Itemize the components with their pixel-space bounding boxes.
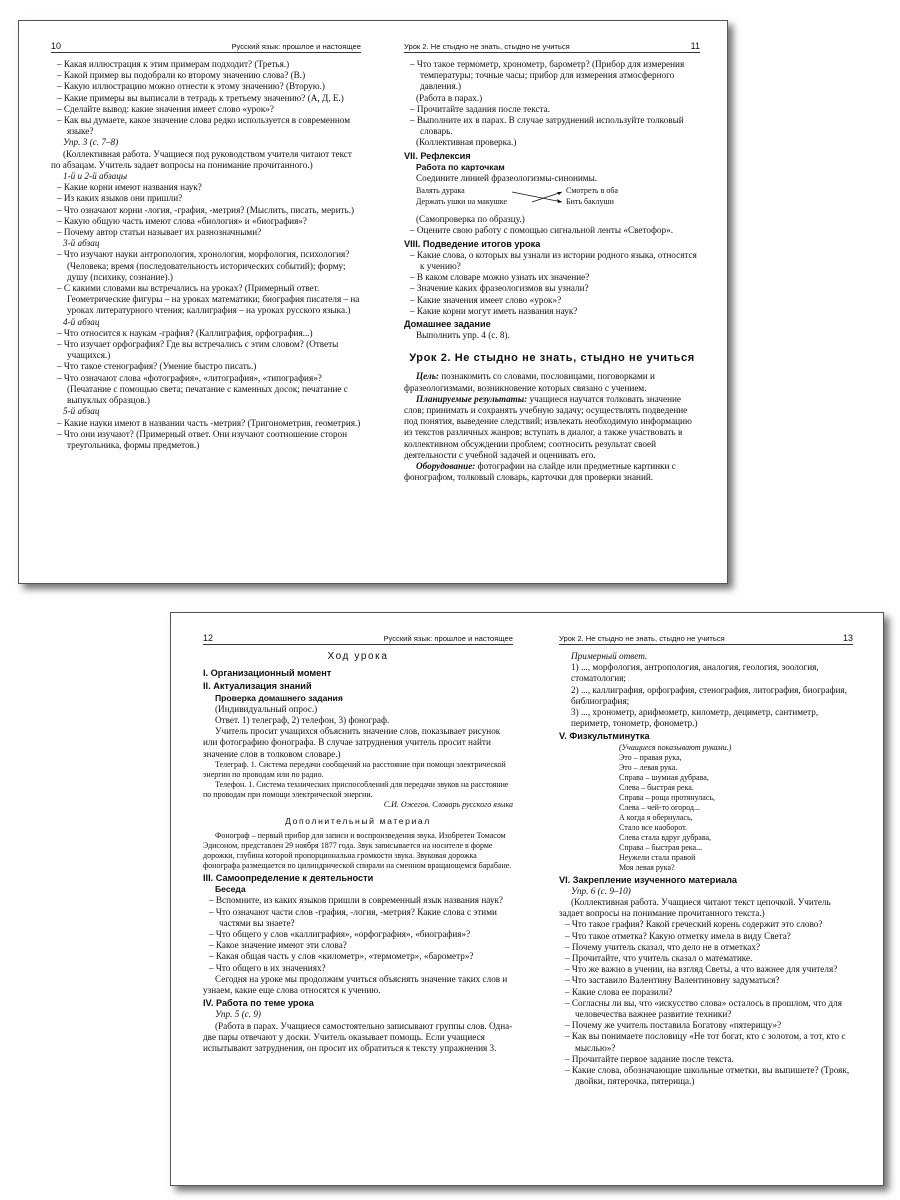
text-line: Учитель просит учащихся объяснить значение слов, показывает рисунок или фотографию фонографа. В случае затруднения учитель просит найти значение слов в толковом словаре.) xyxy=(203,726,501,759)
page-text xyxy=(51,59,361,451)
text-line: VI. Закрепление изученного материала xyxy=(559,874,738,885)
text-line: Оборудование: фотографии на слайде или предметные картинки с фонографом, толковый словарь, карточки для проверки знаний. xyxy=(404,461,676,483)
poem-line: Слева – чей-то огород... xyxy=(619,802,700,812)
text-line: – Что общего у слов «каллиграфия», «орфография», «биография»? xyxy=(209,929,471,940)
poem-line: Это – правая рука, xyxy=(619,752,682,762)
poem-line: Стало все наоборот. xyxy=(619,822,688,832)
page-text xyxy=(559,875,853,1088)
match-left-1: Валять дурака xyxy=(416,186,465,196)
text-line: V. Физкультминутка xyxy=(559,731,650,742)
text-line: – Что же важно в учении, на взгляд Светы, а что важнее для учителя? xyxy=(565,964,838,975)
text-line: Упр. 5 (с. 9) xyxy=(215,1009,261,1020)
text-line: – Что общего в их значениях? xyxy=(209,962,326,973)
text-line: (Индивидуальный опрос.) xyxy=(215,703,318,714)
text-line: (Самопроверка по образцу.) xyxy=(416,214,525,225)
text-line: VIII. Подведение итогов урока xyxy=(404,238,541,249)
page-10 xyxy=(51,41,361,575)
page-number: 13 xyxy=(842,633,853,643)
text-line: Телеграф. 1. Система передачи сообщений на расстояние при помощи электрической энергии по проводам или по радио. xyxy=(203,759,506,779)
header-title: Русский язык: прошлое и настоящее xyxy=(383,634,513,643)
text-line: – Значение каких фразеологизмов вы узнали? xyxy=(410,283,589,294)
page-text xyxy=(203,831,513,1054)
text-line: – Оцените свою работу с помощью сигнальной ленты «Светофор». xyxy=(410,225,674,236)
text-line: Выполнить упр. 4 (с. 8). xyxy=(416,330,510,341)
poem-line: Справа – шумная дубрава, xyxy=(619,772,709,782)
text-line: Фонограф – первый прибор для записи и воспроизведения звука. Изобретен Томасом Эдисоном, представлен 29 ноября 1877 года. Звук записывается на носителе в форме дорожки, глубина которой пропорциональна громкости звука. Звуковая дорожка фонографа размещается по цилиндрической спирали на сменном вращающемся барабане. xyxy=(203,831,512,871)
text-line: Планируемые результаты: учащиеся научатся толковать значение слов; принимать и сохранять учебную задачу; осуществлять подведение под понятия, выведение следствий; извлекать необходимую информацию из текстов различных жанров; вступать в диалог, а также участвовать в коллективном обсуждении проблем; соотносить результат своей деятельности с учебной задачей и оценивать его. xyxy=(404,393,692,460)
phraseology-matching xyxy=(416,186,700,212)
text-lead: Оборудование: xyxy=(416,461,476,472)
match-lines xyxy=(512,188,566,208)
text-line: – Что означают корни -логия, -графия, -метрия? (Мыслить, писать, мерить.) xyxy=(57,204,355,215)
text-line: – Какую иллюстрацию можно отнести к этому значению? (Вторую.) xyxy=(57,81,325,92)
text-line: II. Актуализация знаний xyxy=(203,681,312,692)
text-line: Работа по карточкам xyxy=(416,161,505,172)
page-number: 11 xyxy=(690,41,700,51)
text-line: – Что означают части слов -графия, -логия, -метрия? Какие слова с этими частями вы знаете? xyxy=(209,906,497,928)
text-line: – Что такое графия? Какой греческий корень содержит это слово? xyxy=(565,919,823,930)
text-line: – Что они изучают? (Примерный ответ. Они изучают соотношение сторон треугольника, формы предметов.) xyxy=(57,428,348,450)
text-line: – Согласны ли вы, что «искусство слова» осталось в прошлом, что для человечества важнее развитие техники? xyxy=(565,997,842,1020)
text-line: – Какое значение имеют эти слова? xyxy=(209,940,347,951)
text-line: 5-й абзац xyxy=(63,406,100,417)
text-line: (Коллективная работа. Учащиеся под руководством учителя читают текст по абзацам. Учитель задает вопросы на понимание прочитанного.) xyxy=(51,148,352,170)
text-line: – Какие слова ее поразили? xyxy=(565,986,673,997)
page-text xyxy=(404,59,700,184)
text-line: – Что заставило Валентину Валентиновну задуматься? xyxy=(565,975,780,986)
header-title: Урок 2. Не стыдно не знать, стыдно не учиться xyxy=(404,42,570,51)
running-header xyxy=(404,41,700,53)
text-line: – Вспомните, из каких языков пришли в современный язык названия наук? xyxy=(209,895,503,906)
text-line: – Прочитайте задания после текста. xyxy=(410,103,551,114)
text-line: – Какие примеры вы выписали в тетрадь к третьему значению? (А, Д, Е.) xyxy=(57,92,344,103)
text-line: – Что изучают науки антропология, хронология, морфология, психология? (Человека; время (последовательность исторических событий); форму; душу (психику, сознание).) xyxy=(57,249,350,282)
page-text xyxy=(559,651,853,743)
text-line: – Как вы думаете, какое значение слова редко используется в современном языке? xyxy=(57,115,351,137)
poem-line: Справа – быстрая река... xyxy=(619,842,703,852)
text-line: Проверка домашнего задания xyxy=(215,692,343,703)
text-line: Упр. 3 (с. 7–8) xyxy=(63,137,119,148)
header-title: Урок 2. Не стыдно не знать, стыдно не учиться xyxy=(559,634,725,643)
text-line: Ответ. 1) телеграф, 2) телефон, 3) фонограф. xyxy=(215,715,390,726)
text-line: Домашнее задание xyxy=(404,319,491,330)
poem-line: Моя левая рука? xyxy=(619,862,675,872)
text-line: – Как вы понимаете пословицу «Не тот богат, кто с золотом, а тот, кто с мыслью»? xyxy=(565,1031,846,1053)
text-line: – Какие науки имеют в названии часть -метрия? (Тригонометрия, геометрия.) xyxy=(57,417,361,428)
poem-line: А когда я обернулась, xyxy=(619,812,693,822)
poem-line: Слева стала вдруг дубрава, xyxy=(619,832,712,842)
text-line: Примерный ответ. xyxy=(571,651,648,661)
text-line: – Прочитайте, что учитель сказал о математике. xyxy=(565,953,753,964)
text-line: 2) ..., каллиграфия, орфография, стенография, литография, биография, библиография; xyxy=(571,684,847,706)
running-header xyxy=(559,633,853,645)
text-line: – Что означают слова «фотография», «литография», «типография»? (Печатание с помощью света; печатание с каменных досок; печатание с выпуклых образцов.) xyxy=(57,372,348,406)
text-line: 3) ..., хронометр, арифмометр, километр, дециметр, сантиметр, периметр, тонометр, фонометр.) xyxy=(571,707,819,729)
page-12 xyxy=(203,633,513,1177)
text-line: Соедините линией фразеологизмы-синонимы. xyxy=(416,173,598,184)
text-line: – Выполните их в парах. В случае затруднений используйте толковый словарь. xyxy=(410,115,684,137)
text-line: – Почему же учитель поставила Богатову «пятерищу»? xyxy=(565,1020,782,1031)
text-line: – Что такое термометр, хронометр, барометр? (Прибор для измерения температуры; точные часы; прибор для измерения атмосферного давления.) xyxy=(410,59,685,92)
text-line: 1-й и 2-й абзацы xyxy=(63,171,128,182)
text-line: – Почему учитель сказал, что дело не в отметках? xyxy=(565,941,761,952)
text-line: – Какие корни имеют названия наук? xyxy=(57,182,202,193)
text-line: – Прочитайте первое задание после текста. xyxy=(565,1053,734,1064)
text-line: (Работа в парах.) xyxy=(416,92,483,103)
match-right-1: Смотреть в оба xyxy=(566,186,618,196)
match-right-2: Бить баклуши xyxy=(566,197,614,207)
text-line: С.И. Ожегов. Словарь русского языка xyxy=(383,799,513,809)
text-line: 3-й абзац xyxy=(63,238,100,249)
text-line: 1) ..., морфология, антропология, аналогия, геология, зоология, стоматология; xyxy=(571,662,819,684)
text-line: – Какая иллюстрация к этим примерам подходит? (Третья.) xyxy=(57,59,290,69)
poem-line: Неужели стала правой xyxy=(619,852,696,862)
text-line: – Какие корни могут иметь названия наук? xyxy=(410,305,578,316)
text-line: III. Самоопределение к деятельности xyxy=(203,873,374,884)
text-line: – Что изучает орфография? Где вы встречались с этим словом? (Ответы учащихся.) xyxy=(57,339,339,361)
page-text xyxy=(404,214,700,341)
poem xyxy=(559,743,853,873)
text-line: Цель: познакомить со словами, пословицами, поговорками и фразеологизмами, возникновение которых связано с учением. xyxy=(404,371,655,393)
text-line: (Коллективная проверка.) xyxy=(416,137,517,148)
page-11 xyxy=(404,41,700,575)
page-13 xyxy=(559,633,853,1177)
text-line: – Из каких языков они пришли? xyxy=(57,193,183,204)
text-line: – Какие слова, обозначающие школьные отметки, вы выпишете? (Трояк, двойки, пятерочка, пятерища.) xyxy=(565,1065,850,1087)
header-title: Русский язык: прошлое и настоящее xyxy=(231,42,361,51)
poem-line: (Учащиеся показывают руками.) xyxy=(619,742,732,752)
text-line: – Что такое отметка? Какую отметку имела в виду Света? xyxy=(565,930,791,941)
page-number: 12 xyxy=(203,633,214,643)
page-text xyxy=(203,668,513,810)
text-line: Упр. 6 (с. 9–10) xyxy=(571,885,631,896)
poem-line: Слева – быстрая река. xyxy=(619,782,694,792)
text-lead: Цель: xyxy=(416,371,439,382)
text-line: – С какими словами вы встречались на уроках? (Примерный ответ. Геометрические фигуры – на уроках математики; биография писателя – на уроках литературного чтения; каллиграфия – на уроках русского языка.) xyxy=(57,283,360,316)
text-line: (Коллективная работа. Учащиеся читают текст цепочкой. Учитель задает вопросы на понимание прочитанного текста.) xyxy=(559,897,831,919)
text-line: – Что такое стенография? (Умение быстро писать.) xyxy=(57,361,257,372)
text-line: – Сделайте вывод: какие значения имеет слово «урок»? xyxy=(57,103,274,114)
text-line: VII. Рефлексия xyxy=(404,150,471,161)
poem-line: Это – левая рука. xyxy=(619,762,678,772)
text-line: – Что относится к наукам -графия? (Каллиграфия, орфография...) xyxy=(57,327,313,338)
text-line: Беседа xyxy=(215,884,246,895)
text-line: – Какая общая часть у слов «километр», «термометр», «барометр»? xyxy=(209,951,474,962)
text-line: (Работа в парах. Учащиеся самостоятельно записывают группы слов. Одна-две пары отвечают у доски. Учитель оказывает помощь. Если учащиеся испытывают затруднения, он просит их обратиться к тексту упражнения 3. xyxy=(203,1020,513,1054)
text-line: – В каком словаре можно узнать их значение? xyxy=(410,272,590,283)
page-text xyxy=(404,371,700,483)
text-line: – Почему автор статьи называет их разнозначными? xyxy=(57,227,262,238)
lesson-title: Урок 2. Не стыдно не знать, стыдно не учиться xyxy=(409,352,695,365)
book-spread-top xyxy=(18,20,728,584)
book-spread-bottom xyxy=(170,612,884,1186)
text-line: – Какой пример вы подобрали ко второму значению слова? (В.) xyxy=(57,70,306,81)
poem-line: Справа – роща протянулась, xyxy=(619,792,716,802)
text-line: – Какие слова, о которых вы узнали из истории родного языка, относятся к учению? xyxy=(410,249,697,272)
running-header xyxy=(51,41,361,53)
text-line: Сегодня на уроке мы продолжим учиться объяснять значение таких слов и узнаем, какие еще слова относятся к учению. xyxy=(203,973,508,996)
running-header xyxy=(203,633,513,645)
text-line: Телефон. 1. Система технических приспособлений для передачи звуков на расстояние по проводам при помощи электрической энергии. xyxy=(203,779,509,799)
text-line: 4-й абзац xyxy=(63,316,100,327)
text-lead: Планируемые результаты: xyxy=(416,393,528,404)
extra-material-title: Дополнительный материал xyxy=(285,815,431,826)
page-number: 10 xyxy=(51,41,62,51)
text-line: I. Организационный момент xyxy=(203,668,332,679)
course-title: Ход урока xyxy=(327,651,389,662)
text-line: – Какую общую часть имеют слова «биология» и «биография»? xyxy=(57,215,307,226)
text-line: – Какие значения имеет слово «урок»? xyxy=(410,294,562,305)
text-line: IV. Работа по теме урока xyxy=(203,998,314,1009)
match-left-2: Держать ушки на макушке xyxy=(416,197,508,207)
